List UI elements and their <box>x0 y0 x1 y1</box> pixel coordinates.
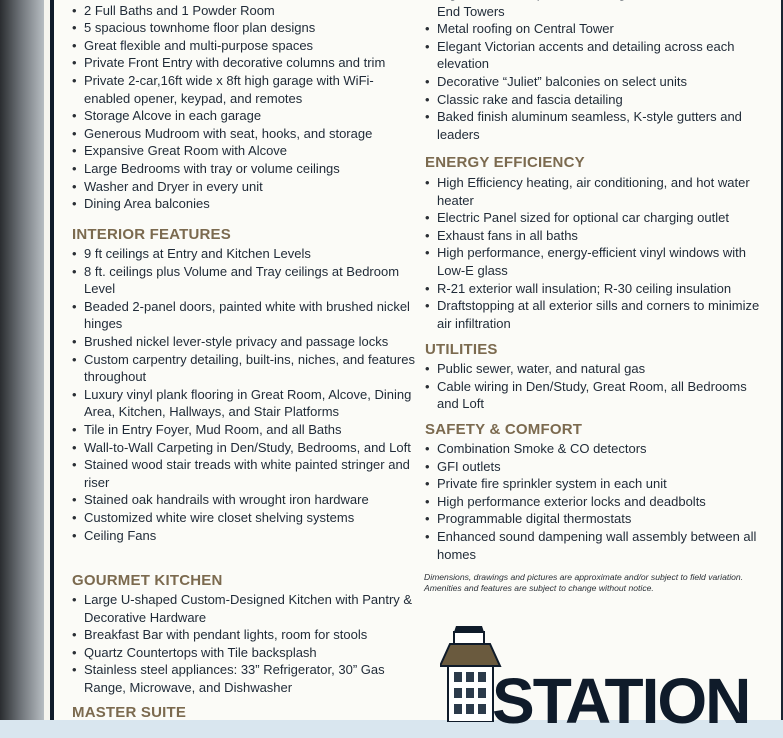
list-item: • High performance, energy-efficient vinyl windows with Low-E glass <box>425 244 765 279</box>
list-item: • Stained wood stair treads with white painted stringer and riser <box>72 456 417 491</box>
list-item: • Custom carpentry detailing, built-ins, niches, and features throughout <box>72 351 417 386</box>
list-item: • Luxury vinyl plank flooring in Great Room, Alcove, Dining Area, Kitchen, Hallways, and Stair Platforms <box>72 386 417 421</box>
list-item: • Private 2-car,16ft wide x 8ft high garage with WiFi-enabled opener, keypad, and remotes <box>72 72 417 107</box>
list-item: • Washer and Dryer in every unit <box>72 178 417 196</box>
list-item: • 5 spacious townhome floor plan designs <box>72 19 417 37</box>
utilities-list <box>425 360 765 413</box>
section-title-kitchen: GOURMET KITCHEN <box>72 572 223 589</box>
list-item: • Enhanced sound dampening wall assembly between all homes <box>425 528 765 563</box>
list-item: • Tile in Entry Foyer, Mud Room, and all Baths <box>72 421 417 439</box>
interior-features-list <box>72 245 417 544</box>
list-item: • Elegant Victorian accents and detailing across each elevation <box>425 38 770 73</box>
list-item: • Draftstopping at all exterior sills and corners to minimize air infiltration <box>425 297 765 332</box>
list-item: • Great flexible and multi-purpose spaces <box>72 37 417 55</box>
list-item: • 9 ft ceilings at Entry and Kitchen Levels <box>72 245 417 263</box>
list-item: • Dining Area balconies <box>72 195 417 213</box>
list-item: • Baked finish aluminum seamless, K-style gutters and leaders <box>425 108 770 143</box>
list-item: • Metal roofing on Central Tower <box>425 20 770 38</box>
section-title-energy-efficiency: ENERGY EFFICIENCY <box>425 154 585 171</box>
section-title-interior: INTERIOR FEATURES <box>72 226 231 243</box>
list-item: • Stainless steel appliances: 33” Refrigerator, 30” Gas Range, Microwave, and Dishwasher <box>72 661 417 696</box>
section-title-safety-comfort: SAFETY & COMFORT <box>425 421 583 438</box>
list-item: • Private fire sprinkler system in each unit <box>425 475 765 493</box>
list-item: • End Towers <box>425 0 770 20</box>
list-item: • High performance exterior locks and deadbolts <box>425 493 765 511</box>
list-item: • Combination Smoke & CO detectors <box>425 440 765 458</box>
section-title-utilities: UTILITIES <box>425 341 498 358</box>
list-item: • Quartz Countertops with Tile backsplash <box>72 644 417 662</box>
list-item: • Breakfast Bar with pendant lights, room for stools <box>72 626 417 644</box>
station-logo-text: STATION <box>492 665 750 737</box>
list-item: • Public sewer, water, and natural gas <box>425 360 765 378</box>
list-item: • Classic rake and fascia detailing <box>425 91 770 109</box>
list-item: • Brushed nickel lever-style privacy and passage locks <box>72 333 417 351</box>
list-item: • Cable wiring in Den/Study, Great Room, all Bedrooms and Loft <box>425 378 765 413</box>
list-item: • Exhaust fans in all baths <box>425 227 765 245</box>
list-item: • Private Front Entry with decorative columns and trim <box>72 54 417 72</box>
kitchen-features-list <box>72 591 417 697</box>
list-item: • Decorative “Juliet” balconies on select units <box>425 73 770 91</box>
list-item: • GFI outlets <box>425 458 765 476</box>
list-item: • Expansive Great Room with Alcove <box>72 142 417 160</box>
list-item: • Generous Mudroom with seat, hooks, and storage <box>72 125 417 143</box>
list-item: • 2 Full Baths and 1 Powder Room <box>72 2 417 20</box>
tower-illustration <box>440 626 500 722</box>
list-item: • Customized white wire closet shelving systems <box>72 509 417 527</box>
list-item: • Stained oak handrails with wrought iron hardware <box>72 491 417 509</box>
section-title-master-suite: MASTER SUITE <box>72 704 187 721</box>
list-item: • Ceiling Fans <box>72 527 417 545</box>
list-item: • 8 ft. ceilings plus Volume and Tray ceilings at Bedroom Level <box>72 263 417 298</box>
exterior-features-list-continued <box>425 0 770 143</box>
list-item: • Storage Alcove in each garage <box>72 107 417 125</box>
list-item: • Large Bedrooms with tray or volume ceilings <box>72 160 417 178</box>
list-item: • Beaded 2-panel doors, painted white with brushed nickel hinges <box>72 298 417 333</box>
disclaimer-text: Dimensions, drawings and pictures are approximate and/or subject to field variation. Amenities and features are subject to change without notice. <box>424 572 744 593</box>
background-shadow <box>0 0 44 720</box>
features-list-continued <box>72 0 417 213</box>
list-item: • Programmable digital thermostats <box>425 510 765 528</box>
list-item: • Electric Panel sized for optional car charging outlet <box>425 209 765 227</box>
safety-comfort-list <box>425 440 765 563</box>
list-item: • High Efficiency heating, air conditioning, and hot water heater <box>425 174 765 209</box>
list-item: • Wall-to-Wall Carpeting in Den/Study, Bedrooms, and Loft <box>72 439 417 457</box>
list-item: • R-21 exterior wall insulation; R-30 ceiling insulation <box>425 280 765 298</box>
energy-efficiency-list <box>425 174 765 332</box>
list-item: • Large U-shaped Custom-Designed Kitchen with Pantry & Decorative Hardware <box>72 591 417 626</box>
